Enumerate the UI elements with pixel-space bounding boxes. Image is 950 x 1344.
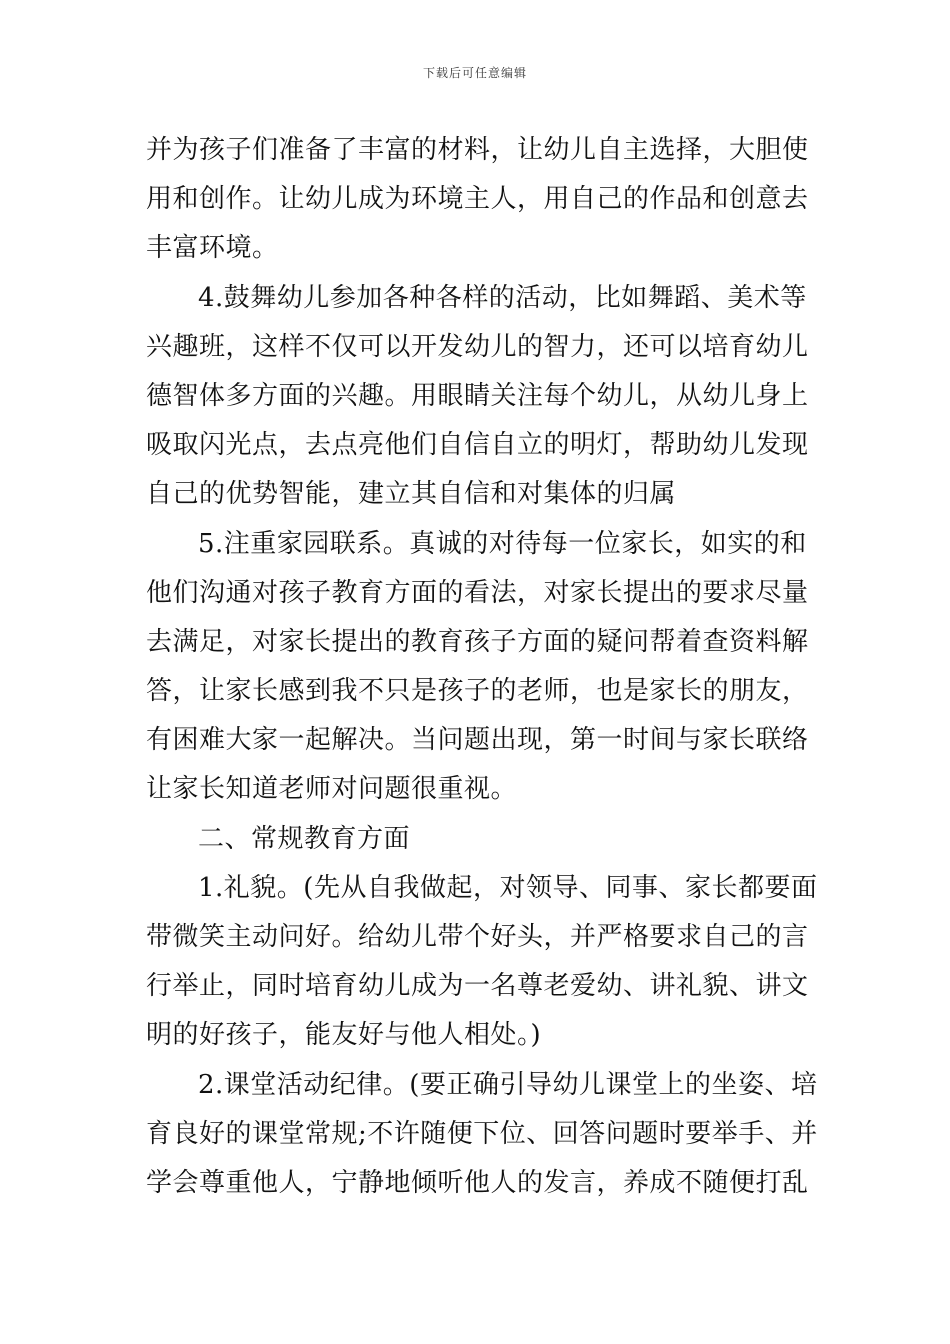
text-line-12: 答，让家长感到我不只是孩子的老师，也是家长的朋友，	[146, 676, 809, 707]
text-line-9: 5.注重家园联系。真诚的对待每一位家长，如实的和	[198, 528, 807, 559]
text-line-11: 去满足，对家长提出的教育孩子方面的疑问帮着查资料解	[146, 626, 809, 657]
text-line-19: 明的好孩子，能友好与他人相处。)	[146, 1020, 542, 1051]
page-header: 下载后可任意编辑	[422, 66, 527, 80]
text-line-3: 丰富环境。	[146, 233, 279, 264]
text-line-17: 带微笑主动问好。给幼儿带个好头，并严格要求自己的言	[146, 922, 809, 952]
text-line-1: 并为孩子们准备了丰富的材料，让幼儿自主选择，大胆使	[146, 135, 809, 165]
text-line-6: 德智体多方面的兴趣。用眼睛关注每个幼儿，从幼儿身上	[146, 380, 809, 411]
text-line-7: 吸取闪光点，去点亮他们自信自立的明灯，帮助幼儿发现	[146, 430, 809, 461]
text-line-16: 1.礼貌。(先从自我做起，对领导、同事、家长都要面	[198, 872, 818, 903]
text-line-5: 兴趣班，这样不仅可以开发幼儿的智力，还可以培育幼儿	[146, 331, 809, 362]
text-line-2: 用和创作。让幼儿成为环境主人，用自己的作品和创意去	[146, 184, 809, 215]
text-line-18: 行举止，同时培育幼儿成为一名尊老爱幼、讲礼貌、讲文	[146, 971, 809, 1002]
text-line-21: 育良好的课堂常规;不许随便下位、回答问题时要举手、并	[146, 1118, 818, 1149]
text-line-8: 自己的优势智能，建立其自信和对集体的归属	[146, 479, 677, 510]
text-line-20: 2.课堂活动纪律。(要正确引导幼儿课堂上的坐姿、培	[198, 1069, 818, 1100]
text-line-22: 学会尊重他人，宁静地倾听他人的发言，养成不随便打乱	[146, 1167, 809, 1198]
document-body	[146, 126, 818, 1208]
text-line-10: 他们沟通对孩子教育方面的看法，对家长提出的要求尽量	[146, 577, 809, 608]
text-line-4: 4.鼓舞幼儿参加各种各样的活动，比如舞蹈、美术等	[198, 282, 807, 313]
section-heading: 二、常规教育方面	[198, 823, 411, 854]
text-line-14: 让家长知道老师对问题很重视。	[146, 774, 518, 805]
text-line-13: 有困难大家一起解决。当问题出现，第一时间与家长联络	[146, 725, 809, 756]
